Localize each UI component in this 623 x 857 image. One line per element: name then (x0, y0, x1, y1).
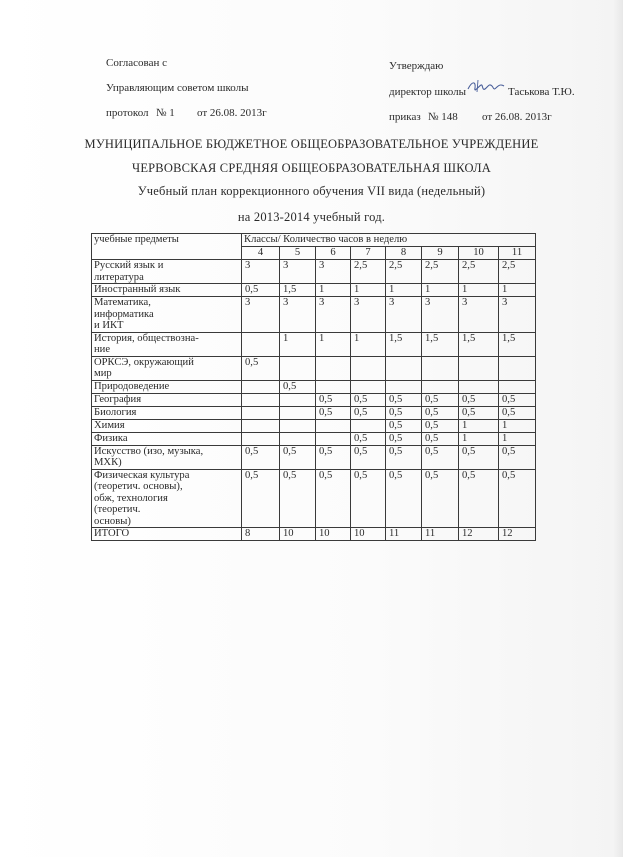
hours-cell (316, 356, 351, 380)
subject-line: Физика (94, 432, 128, 444)
hours-cell: 0,5 (422, 393, 459, 406)
table-row (92, 332, 536, 356)
hours-cell: 11 (422, 528, 459, 541)
hours-cell (422, 356, 459, 380)
hours-cell (280, 406, 316, 419)
hours-cell: 3 (422, 297, 459, 333)
hours-cell (351, 419, 386, 432)
subject-line: Русский язык и (94, 260, 164, 271)
hours-cell: 0,5 (242, 469, 280, 528)
subject-cell (92, 393, 242, 406)
subject-line: Физическая культура (94, 469, 190, 481)
hours-cell: 0,5 (242, 284, 280, 297)
hours-cell: 0,5 (386, 445, 422, 469)
subject-line: мир (94, 368, 112, 379)
subject-cell (92, 406, 242, 419)
hours-cell: 0,5 (316, 445, 351, 469)
hours-cell: 0,5 (386, 432, 422, 445)
hours-cell: 2,5 (422, 260, 459, 284)
hours-cell (242, 432, 280, 445)
subject-cell (92, 356, 242, 380)
hours-cell: 1,5 (459, 332, 499, 356)
hours-cell: 1,5 (386, 332, 422, 356)
subject-line: История, обществозна- (94, 332, 199, 344)
approval-council-label: Управляющим советом школы (106, 82, 249, 94)
subject-line: ние (94, 344, 111, 355)
hours-cell: 0,5 (422, 406, 459, 419)
hours-cell: 0,5 (280, 445, 316, 469)
hours-cell: 2,5 (386, 260, 422, 284)
subject-line: Химия (94, 419, 125, 431)
grade-header-cell: 6 (316, 247, 351, 260)
hours-cell: 1,5 (280, 284, 316, 297)
hours-cell: 0,5 (242, 356, 280, 380)
subject-line: Математика, (94, 297, 151, 308)
grade-header-cell: 5 (280, 247, 316, 260)
subject-line: (теоретич. (94, 504, 141, 515)
subject-line: основы) (94, 515, 131, 527)
subject-line: МХК) (94, 457, 122, 468)
subject-cell (92, 332, 242, 356)
director-signature (466, 77, 506, 97)
hours-cell: 0,5 (386, 406, 422, 419)
table-header-row (92, 234, 536, 247)
hours-cell (459, 380, 499, 393)
subject-line: ИТОГО (94, 528, 130, 539)
hours-cell (242, 380, 280, 393)
subject-line: Иностранный язык (94, 284, 181, 295)
classes-header-cell: Классы/ Количество часов в неделю (242, 234, 536, 247)
hours-cell: 3 (280, 297, 316, 333)
hours-cell: 1 (280, 332, 316, 356)
subjects-header-cell: учебные предметы (92, 234, 242, 260)
director-name: Таськова Т.Ю. (508, 86, 575, 98)
hours-cell (386, 356, 422, 380)
hours-cell: 10 (351, 528, 386, 541)
hours-cell: 2,5 (499, 260, 536, 284)
hours-cell: 1 (459, 419, 499, 432)
protocol-label: протокол (106, 107, 149, 119)
table-row (92, 393, 536, 406)
hours-cell: 0,5 (316, 393, 351, 406)
page-edge-shadow (613, 0, 623, 857)
subject-line: литература (94, 271, 144, 283)
table-row (92, 356, 536, 380)
hours-cell: 0,5 (386, 393, 422, 406)
grade-header-cell: 11 (499, 247, 536, 260)
hours-cell (280, 432, 316, 445)
hours-cell: 0,5 (386, 469, 422, 528)
subject-cell (92, 445, 242, 469)
hours-cell (242, 332, 280, 356)
hours-cell: 2,5 (459, 260, 499, 284)
plan-title: Учебный план коррекционного обучения VII вида (недельный) (137, 184, 486, 198)
hours-cell: 0,5 (459, 393, 499, 406)
table-row (92, 419, 536, 432)
hours-cell (242, 393, 280, 406)
hours-cell: 0,5 (422, 419, 459, 432)
hours-cell (242, 419, 280, 432)
curriculum-table (91, 233, 536, 541)
hours-cell (280, 356, 316, 380)
subject-line: обж, технология (94, 492, 168, 504)
hours-cell (316, 380, 351, 393)
hours-cell: 0,5 (422, 445, 459, 469)
hours-cell: 0,5 (242, 445, 280, 469)
table-row (92, 406, 536, 419)
hours-cell: 10 (316, 528, 351, 541)
hours-cell (386, 380, 422, 393)
school-name-title: ЧЕРВОВСКАЯ СРЕДНЯЯ ОБЩЕОБРАЗОВАТЕЛЬНАЯ ШКОЛА (132, 161, 491, 175)
subject-line: Природоведение (94, 380, 170, 392)
hours-cell: 2,5 (351, 260, 386, 284)
hours-cell (242, 406, 280, 419)
hours-cell: 3 (280, 260, 316, 284)
hours-cell: 0,5 (422, 469, 459, 528)
hours-cell: 0,5 (280, 380, 316, 393)
grade-header-cell: 9 (422, 247, 459, 260)
hours-cell: 3 (316, 260, 351, 284)
hours-cell: 0,5 (422, 432, 459, 445)
hours-cell: 0,5 (351, 406, 386, 419)
subject-cell (92, 528, 242, 541)
subject-line: Биология (94, 406, 137, 418)
order-label: приказ (389, 111, 421, 123)
hours-cell: 8 (242, 528, 280, 541)
subject-line: География (94, 393, 142, 405)
protocol-date: от 26.08. 2013г (197, 107, 267, 119)
hours-cell: 0,5 (351, 469, 386, 528)
school-type-title: МУНИЦИПАЛЬНОЕ БЮДЖЕТНОЕ ОБЩЕОБРАЗОВАТЕЛЬНОЕ УЧРЕЖДЕНИЕ (84, 137, 539, 151)
hours-cell (280, 393, 316, 406)
subject-line: (теоретич. основы), (94, 481, 183, 492)
hours-cell: 10 (280, 528, 316, 541)
approve-label: Утверждаю (389, 60, 444, 72)
school-year-title: на 2013-2014 учебный год. (237, 210, 386, 224)
hours-cell: 1 (316, 284, 351, 297)
subject-line: ОРКСЭ, окружающий (94, 356, 194, 368)
hours-cell: 1,5 (422, 332, 459, 356)
hours-cell: 0,5 (499, 393, 536, 406)
hours-cell: 12 (499, 528, 536, 541)
hours-cell: 1 (422, 284, 459, 297)
hours-cell: 11 (386, 528, 422, 541)
order-date: от 26.08. 2013г (482, 111, 552, 123)
table-row (92, 284, 536, 297)
hours-cell: 0,5 (386, 419, 422, 432)
hours-cell (499, 356, 536, 380)
hours-cell (422, 380, 459, 393)
table-row (92, 432, 536, 445)
subject-cell (92, 380, 242, 393)
subject-cell (92, 297, 242, 333)
hours-cell (459, 356, 499, 380)
grade-header-cell: 4 (242, 247, 280, 260)
subject-line: и ИКТ (94, 320, 124, 331)
hours-cell: 1 (459, 284, 499, 297)
hours-cell: 0,5 (499, 469, 536, 528)
director-label: директор школы (389, 86, 466, 98)
hours-cell (280, 419, 316, 432)
hours-cell: 1 (316, 332, 351, 356)
hours-cell: 3 (459, 297, 499, 333)
hours-cell: 1 (459, 432, 499, 445)
protocol-number: № 1 (156, 107, 175, 119)
subject-cell (92, 432, 242, 445)
hours-cell: 0,5 (316, 469, 351, 528)
hours-cell: 3 (499, 297, 536, 333)
hours-cell: 1 (351, 332, 386, 356)
hours-cell: 3 (242, 297, 280, 333)
subject-cell (92, 260, 242, 284)
grade-header-cell: 8 (386, 247, 422, 260)
hours-cell (351, 380, 386, 393)
subject-line: Искусство (изо, музыка, (94, 445, 204, 457)
hours-cell: 1,5 (499, 332, 536, 356)
hours-cell (316, 432, 351, 445)
hours-cell: 0,5 (280, 469, 316, 528)
hours-cell: 0,5 (351, 432, 386, 445)
subject-line: информатика (94, 308, 154, 320)
table-row (92, 260, 536, 284)
grade-header-cell: 10 (459, 247, 499, 260)
table-row (92, 297, 536, 333)
subject-cell (92, 284, 242, 297)
hours-cell: 0,5 (499, 406, 536, 419)
hours-cell: 0,5 (351, 445, 386, 469)
subject-cell (92, 419, 242, 432)
hours-cell: 0,5 (459, 445, 499, 469)
hours-cell: 12 (459, 528, 499, 541)
hours-cell (499, 380, 536, 393)
table-row (92, 469, 536, 528)
hours-cell: 0,5 (351, 393, 386, 406)
hours-cell: 3 (386, 297, 422, 333)
hours-cell: 1 (499, 284, 536, 297)
hours-cell: 0,5 (316, 406, 351, 419)
table-row (92, 380, 536, 393)
hours-cell: 3 (316, 297, 351, 333)
hours-cell: 0,5 (459, 469, 499, 528)
subject-cell (92, 469, 242, 528)
table-row (92, 445, 536, 469)
hours-cell: 3 (242, 260, 280, 284)
hours-cell: 1 (386, 284, 422, 297)
hours-cell (316, 419, 351, 432)
hours-cell: 0,5 (459, 406, 499, 419)
hours-cell: 1 (351, 284, 386, 297)
hours-cell: 0,5 (499, 445, 536, 469)
hours-cell: 3 (351, 297, 386, 333)
hours-cell: 1 (499, 432, 536, 445)
hours-cell: 1 (499, 419, 536, 432)
grade-header-cell: 7 (351, 247, 386, 260)
order-number: № 148 (428, 111, 458, 123)
hours-cell (351, 356, 386, 380)
approval-agreed-label: Согласован с (106, 57, 167, 69)
table-row (92, 528, 536, 541)
